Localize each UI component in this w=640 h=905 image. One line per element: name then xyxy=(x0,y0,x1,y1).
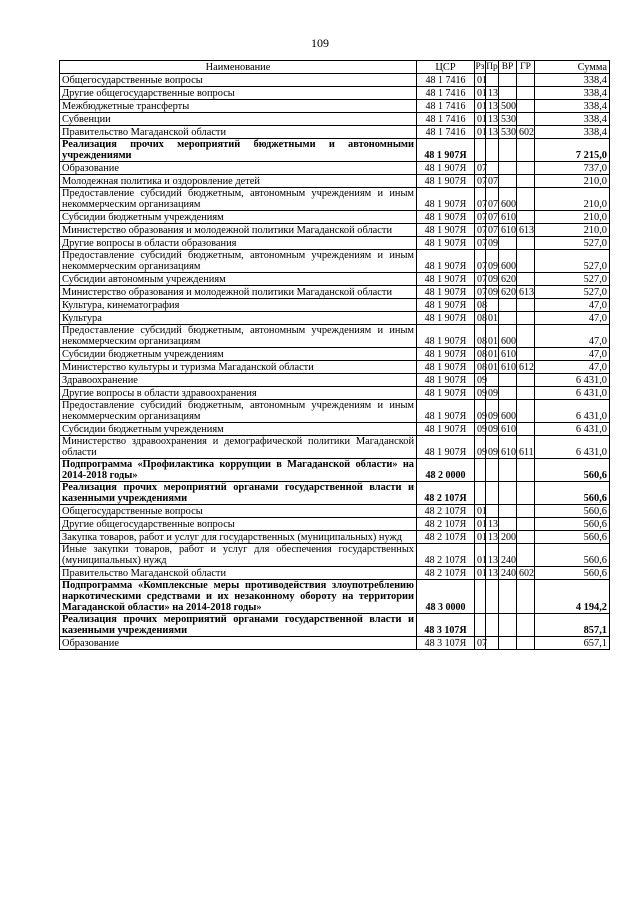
row-sum: 560,6 xyxy=(535,482,610,505)
row-sum: 210,0 xyxy=(535,211,610,224)
row-csr: 48 2 107Я xyxy=(417,531,475,544)
row-pr: 13 xyxy=(486,113,499,126)
row-rz: 09 xyxy=(475,423,486,436)
row-gr: 602 xyxy=(517,567,535,580)
row-rz xyxy=(475,614,486,637)
row-gr xyxy=(517,637,535,650)
table-row xyxy=(60,87,610,100)
table-row xyxy=(60,237,610,250)
row-name: Подпрограмма «Профилактика коррупции в Магаданской области» на 2014-2018 годы» xyxy=(60,459,417,482)
table-row xyxy=(60,544,610,567)
row-pr: 09 xyxy=(486,286,499,299)
row-rz: 01 xyxy=(475,505,486,518)
row-gr: 611 xyxy=(517,436,535,459)
row-csr: 48 1 907Я xyxy=(417,188,475,211)
table-row xyxy=(60,482,610,505)
row-vr: 610 xyxy=(499,423,517,436)
row-csr: 48 1 907Я xyxy=(417,299,475,312)
row-gr: 602 xyxy=(517,126,535,139)
row-name: Общегосударственные вопросы xyxy=(60,505,417,518)
row-name: Реализация прочих мероприятий органами государственной власти и казенными учреждениями xyxy=(60,614,417,637)
row-rz: 08 xyxy=(475,299,486,312)
row-csr: 48 2 107Я xyxy=(417,482,475,505)
row-gr xyxy=(517,312,535,325)
row-csr: 48 1 907Я xyxy=(417,436,475,459)
row-vr: 610 xyxy=(499,348,517,361)
row-csr: 48 2 107Я xyxy=(417,505,475,518)
row-csr: 48 1 7416 xyxy=(417,126,475,139)
table-row xyxy=(60,286,610,299)
row-sum: 47,0 xyxy=(535,348,610,361)
row-name: Предоставление субсидий бюджетным, автономным учреждениям и иным некоммерческим организациям xyxy=(60,250,417,273)
row-gr xyxy=(517,531,535,544)
row-name: Здравоохранение xyxy=(60,374,417,387)
row-pr xyxy=(486,162,499,175)
row-gr xyxy=(517,482,535,505)
row-vr: 610 xyxy=(499,361,517,374)
column-header-vr: ВР xyxy=(499,61,517,74)
row-gr xyxy=(517,400,535,423)
row-gr xyxy=(517,100,535,113)
row-vr xyxy=(499,374,517,387)
row-sum: 560,6 xyxy=(535,518,610,531)
row-csr: 48 3 107Я xyxy=(417,614,475,637)
row-sum: 338,4 xyxy=(535,87,610,100)
table-row xyxy=(60,580,610,614)
row-name: Иные закупки товаров, работ и услуг для обеспечения государственных (муниципальных) нужд xyxy=(60,544,417,567)
row-gr xyxy=(517,423,535,436)
row-csr: 48 1 907Я xyxy=(417,211,475,224)
row-sum: 7 215,0 xyxy=(535,139,610,162)
row-sum: 527,0 xyxy=(535,237,610,250)
row-pr: 13 xyxy=(486,126,499,139)
row-vr xyxy=(499,482,517,505)
row-csr: 48 1 7416 xyxy=(417,74,475,87)
row-name: Субсидии бюджетным учреждениям xyxy=(60,423,417,436)
row-pr xyxy=(486,459,499,482)
row-vr xyxy=(499,580,517,614)
table-row xyxy=(60,273,610,286)
row-rz: 01 xyxy=(475,126,486,139)
row-pr: 09 xyxy=(486,273,499,286)
row-rz: 07 xyxy=(475,175,486,188)
row-pr xyxy=(486,637,499,650)
row-pr: 01 xyxy=(486,312,499,325)
table-row xyxy=(60,211,610,224)
row-name: Министерство образования и молодежной политики Магаданской области xyxy=(60,224,417,237)
row-vr: 600 xyxy=(499,325,517,348)
row-gr xyxy=(517,614,535,637)
row-pr: 09 xyxy=(486,436,499,459)
row-vr: 610 xyxy=(499,224,517,237)
table-row xyxy=(60,224,610,237)
row-csr: 48 1 907Я xyxy=(417,400,475,423)
row-name: Образование xyxy=(60,637,417,650)
row-sum: 560,6 xyxy=(535,544,610,567)
row-gr xyxy=(517,139,535,162)
row-pr: 07 xyxy=(486,188,499,211)
row-name: Другие общегосударственные вопросы xyxy=(60,87,417,100)
row-rz: 07 xyxy=(475,162,486,175)
table-row xyxy=(60,387,610,400)
row-sum: 6 431,0 xyxy=(535,387,610,400)
row-name: Предоставление субсидий бюджетным, автономным учреждениям и иным некоммерческим организациям xyxy=(60,400,417,423)
row-gr: 613 xyxy=(517,224,535,237)
table-row xyxy=(60,348,610,361)
row-sum: 657,1 xyxy=(535,637,610,650)
table-row xyxy=(60,361,610,374)
table-row xyxy=(60,374,610,387)
row-pr xyxy=(486,374,499,387)
row-name: Образование xyxy=(60,162,417,175)
table-row xyxy=(60,567,610,580)
row-rz: 09 xyxy=(475,374,486,387)
row-name: Культура, кинематография xyxy=(60,299,417,312)
row-pr: 09 xyxy=(486,250,499,273)
row-sum: 527,0 xyxy=(535,273,610,286)
row-vr: 620 xyxy=(499,286,517,299)
row-csr: 48 1 7416 xyxy=(417,113,475,126)
row-vr xyxy=(499,175,517,188)
row-csr: 48 1 907Я xyxy=(417,325,475,348)
row-pr: 01 xyxy=(486,348,499,361)
row-name: Межбюджетные трансферты xyxy=(60,100,417,113)
row-vr xyxy=(499,74,517,87)
column-header-pr: Пр xyxy=(486,62,498,72)
row-rz xyxy=(475,580,486,614)
row-name: Подпрограмма «Комплексные меры противодействия злоупотреблению наркотическими средствами и их незаконному обороту на территории Магаданской области» на 2014-2018 годы» xyxy=(60,580,417,614)
row-pr xyxy=(486,505,499,518)
row-csr: 48 2 0000 xyxy=(417,459,475,482)
row-pr: 13 xyxy=(486,518,499,531)
row-pr: 09 xyxy=(486,387,499,400)
table-row xyxy=(60,100,610,113)
row-vr: 200 xyxy=(499,531,517,544)
row-gr xyxy=(517,299,535,312)
row-csr: 48 1 907Я xyxy=(417,423,475,436)
budget-table xyxy=(59,60,610,650)
row-rz: 07 xyxy=(475,273,486,286)
row-rz: 07 xyxy=(475,250,486,273)
table-header-row xyxy=(60,61,610,74)
row-vr: 600 xyxy=(499,400,517,423)
table-row xyxy=(60,312,610,325)
table-row xyxy=(60,637,610,650)
row-rz: 07 xyxy=(475,237,486,250)
row-pr: 01 xyxy=(486,325,499,348)
table-row xyxy=(60,400,610,423)
row-gr xyxy=(517,188,535,211)
table-row xyxy=(60,505,610,518)
row-rz: 01 xyxy=(475,100,486,113)
row-name: Правительство Магаданской области xyxy=(60,126,417,139)
row-name: Общегосударственные вопросы xyxy=(60,74,417,87)
row-vr: 240 xyxy=(499,567,517,580)
row-gr xyxy=(517,348,535,361)
row-pr: 09 xyxy=(486,400,499,423)
column-header-csr: ЦСР xyxy=(417,61,475,74)
row-vr xyxy=(499,299,517,312)
row-csr: 48 1 907Я xyxy=(417,139,475,162)
row-pr xyxy=(486,74,499,87)
row-vr: 600 xyxy=(499,250,517,273)
row-csr: 48 1 907Я xyxy=(417,387,475,400)
row-rz: 01 xyxy=(475,544,486,567)
row-csr: 48 2 107Я xyxy=(417,518,475,531)
row-sum: 6 431,0 xyxy=(535,423,610,436)
row-vr xyxy=(499,162,517,175)
row-vr xyxy=(499,505,517,518)
column-header-rz: Рз xyxy=(475,62,485,72)
row-sum: 210,0 xyxy=(535,224,610,237)
row-name: Субвенции xyxy=(60,113,417,126)
row-pr xyxy=(486,299,499,312)
row-rz: 08 xyxy=(475,361,486,374)
row-sum: 210,0 xyxy=(535,188,610,211)
row-gr xyxy=(517,518,535,531)
row-sum: 527,0 xyxy=(535,286,610,299)
row-rz: 07 xyxy=(475,637,486,650)
row-vr xyxy=(499,87,517,100)
row-sum: 737,0 xyxy=(535,162,610,175)
row-pr: 13 xyxy=(486,567,499,580)
table-row xyxy=(60,614,610,637)
row-vr: 240 xyxy=(499,544,517,567)
row-name: Молодежная политика и оздоровление детей xyxy=(60,175,417,188)
row-vr xyxy=(499,518,517,531)
row-sum: 6 431,0 xyxy=(535,400,610,423)
row-sum: 338,4 xyxy=(535,113,610,126)
row-csr: 48 1 7416 xyxy=(417,100,475,113)
row-gr xyxy=(517,325,535,348)
row-vr xyxy=(499,237,517,250)
row-vr: 530 xyxy=(499,126,517,139)
row-name: Предоставление субсидий бюджетным, автономным учреждениям и иным некоммерческим организациям xyxy=(60,325,417,348)
row-gr xyxy=(517,162,535,175)
row-gr xyxy=(517,211,535,224)
row-sum: 47,0 xyxy=(535,299,610,312)
row-name: Правительство Магаданской области xyxy=(60,567,417,580)
row-name: Реализация прочих мероприятий бюджетными и автономными учреждениями xyxy=(60,139,417,162)
row-sum: 338,4 xyxy=(535,126,610,139)
table-row xyxy=(60,299,610,312)
table-row xyxy=(60,139,610,162)
row-sum: 338,4 xyxy=(535,100,610,113)
row-gr xyxy=(517,175,535,188)
row-gr xyxy=(517,580,535,614)
row-vr: 600 xyxy=(499,188,517,211)
row-pr: 07 xyxy=(486,175,499,188)
table-row xyxy=(60,459,610,482)
row-csr: 48 1 907Я xyxy=(417,175,475,188)
row-rz: 09 xyxy=(475,436,486,459)
row-rz: 07 xyxy=(475,188,486,211)
row-rz: 01 xyxy=(475,567,486,580)
row-name: Культура xyxy=(60,312,417,325)
row-pr: 09 xyxy=(486,423,499,436)
row-csr: 48 1 907Я xyxy=(417,162,475,175)
row-pr xyxy=(486,614,499,637)
row-vr xyxy=(499,637,517,650)
table-row xyxy=(60,531,610,544)
row-gr xyxy=(517,250,535,273)
row-name: Другие общегосударственные вопросы xyxy=(60,518,417,531)
page-number: 109 xyxy=(311,36,329,50)
row-sum: 47,0 xyxy=(535,361,610,374)
row-rz xyxy=(475,139,486,162)
row-sum: 47,0 xyxy=(535,312,610,325)
row-vr: 500 xyxy=(499,100,517,113)
row-gr xyxy=(517,544,535,567)
row-name: Другие вопросы в области образования xyxy=(60,237,417,250)
column-header-name: Наименование xyxy=(60,61,417,74)
row-sum: 210,0 xyxy=(535,175,610,188)
row-vr xyxy=(499,387,517,400)
row-sum: 857,1 xyxy=(535,614,610,637)
row-vr xyxy=(499,459,517,482)
row-vr xyxy=(499,312,517,325)
row-csr: 48 1 907Я xyxy=(417,361,475,374)
row-rz: 01 xyxy=(475,518,486,531)
row-vr: 610 xyxy=(499,211,517,224)
table-row xyxy=(60,423,610,436)
row-sum: 527,0 xyxy=(535,250,610,273)
row-rz: 01 xyxy=(475,531,486,544)
row-rz: 08 xyxy=(475,348,486,361)
row-vr: 610 xyxy=(499,436,517,459)
row-rz: 01 xyxy=(475,113,486,126)
row-gr xyxy=(517,87,535,100)
row-pr: 13 xyxy=(486,531,499,544)
column-header-sum: Сумма xyxy=(535,61,610,74)
row-pr: 01 xyxy=(486,361,499,374)
row-csr: 48 1 907Я xyxy=(417,348,475,361)
row-name: Закупка товаров, работ и услуг для государственных (муниципальных) нужд xyxy=(60,531,417,544)
row-rz: 08 xyxy=(475,325,486,348)
row-rz: 01 xyxy=(475,87,486,100)
row-name: Другие вопросы в области здравоохранения xyxy=(60,387,417,400)
table-row xyxy=(60,436,610,459)
row-csr: 48 3 0000 xyxy=(417,580,475,614)
row-gr xyxy=(517,113,535,126)
row-rz: 07 xyxy=(475,224,486,237)
row-name: Министерство образования и молодежной политики Магаданской области xyxy=(60,286,417,299)
row-rz: 09 xyxy=(475,387,486,400)
table-row xyxy=(60,175,610,188)
table-row xyxy=(60,250,610,273)
row-gr xyxy=(517,459,535,482)
row-pr: 13 xyxy=(486,87,499,100)
row-sum: 6 431,0 xyxy=(535,374,610,387)
row-name: Министерство здравоохранения и демографической политики Магаданской области xyxy=(60,436,417,459)
row-sum: 560,6 xyxy=(535,459,610,482)
row-pr: 07 xyxy=(486,211,499,224)
row-rz: 08 xyxy=(475,312,486,325)
table-row xyxy=(60,325,610,348)
row-vr xyxy=(499,139,517,162)
row-name: Предоставление субсидий бюджетным, автономным учреждениям и иным некоммерческим организациям xyxy=(60,188,417,211)
row-rz: 07 xyxy=(475,211,486,224)
row-gr xyxy=(517,74,535,87)
row-sum: 6 431,0 xyxy=(535,436,610,459)
row-name: Субсидии бюджетным учреждениям xyxy=(60,348,417,361)
row-sum: 4 194,2 xyxy=(535,580,610,614)
row-sum: 47,0 xyxy=(535,325,610,348)
row-rz: 09 xyxy=(475,400,486,423)
row-csr: 48 1 907Я xyxy=(417,237,475,250)
table-row xyxy=(60,126,610,139)
row-csr: 48 3 107Я xyxy=(417,637,475,650)
row-csr: 48 2 107Я xyxy=(417,544,475,567)
row-gr: 613 xyxy=(517,286,535,299)
row-gr: 612 xyxy=(517,361,535,374)
row-pr: 13 xyxy=(486,544,499,567)
row-gr xyxy=(517,505,535,518)
row-sum: 338,4 xyxy=(535,74,610,87)
row-csr: 48 1 7416 xyxy=(417,87,475,100)
row-csr: 48 1 907Я xyxy=(417,250,475,273)
row-sum: 560,6 xyxy=(535,567,610,580)
row-name: Субсидии бюджетным учреждениям xyxy=(60,211,417,224)
row-sum: 560,6 xyxy=(535,505,610,518)
row-gr xyxy=(517,374,535,387)
row-rz: 07 xyxy=(475,286,486,299)
row-csr: 48 1 907Я xyxy=(417,374,475,387)
row-pr xyxy=(486,139,499,162)
row-pr: 13 xyxy=(486,100,499,113)
row-gr xyxy=(517,237,535,250)
row-pr: 07 xyxy=(486,224,499,237)
row-name: Министерство культуры и туризма Магаданской области xyxy=(60,361,417,374)
row-rz xyxy=(475,459,486,482)
row-gr xyxy=(517,273,535,286)
row-csr: 48 1 907Я xyxy=(417,224,475,237)
row-vr xyxy=(499,614,517,637)
row-name: Реализация прочих мероприятий органами государственной власти и казенными учреждениями xyxy=(60,482,417,505)
row-vr: 530 xyxy=(499,113,517,126)
table-row xyxy=(60,113,610,126)
row-name: Субсидии автономным учреждениям xyxy=(60,273,417,286)
table-row xyxy=(60,162,610,175)
row-pr xyxy=(486,482,499,505)
row-rz: 01 xyxy=(475,74,486,87)
table-row xyxy=(60,518,610,531)
row-sum: 560,6 xyxy=(535,531,610,544)
table-row xyxy=(60,188,610,211)
row-csr: 48 1 907Я xyxy=(417,273,475,286)
row-rz xyxy=(475,482,486,505)
table-row xyxy=(60,74,610,87)
row-pr xyxy=(486,580,499,614)
row-csr: 48 1 907Я xyxy=(417,312,475,325)
row-csr: 48 2 107Я xyxy=(417,567,475,580)
row-gr xyxy=(517,387,535,400)
row-vr: 620 xyxy=(499,273,517,286)
column-header-gr: ГР xyxy=(517,61,535,74)
row-pr: 09 xyxy=(486,237,499,250)
row-csr: 48 1 907Я xyxy=(417,286,475,299)
